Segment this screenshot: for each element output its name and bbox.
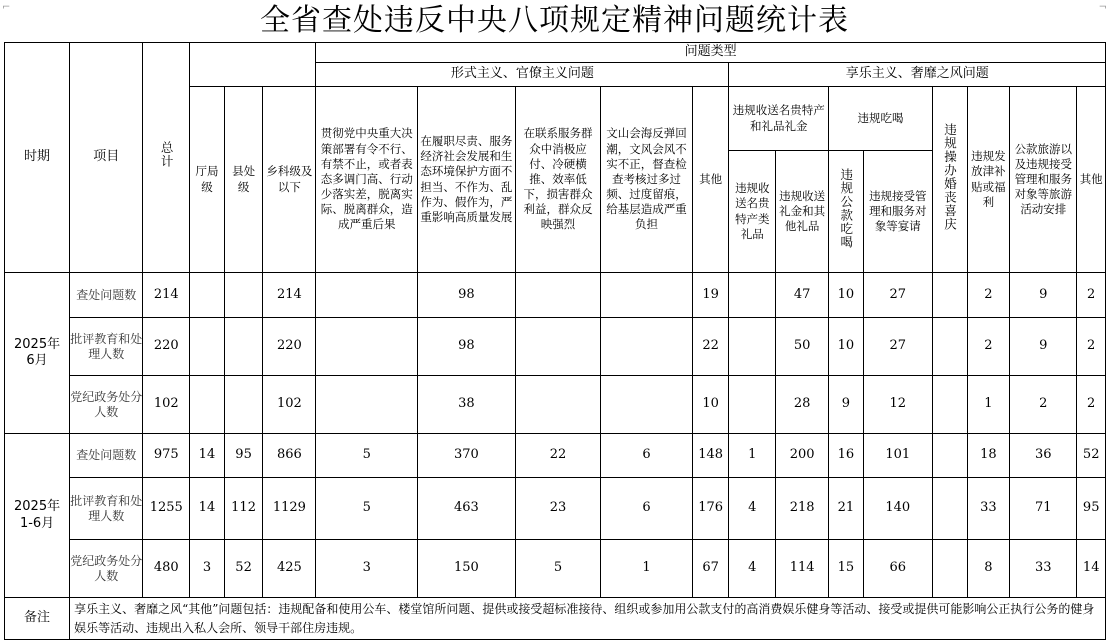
cell-travel: 2 (1010, 376, 1077, 434)
cell-gift-a (729, 273, 776, 318)
cell-eat-b: 27 (863, 318, 932, 376)
cell-total: 214 (143, 273, 190, 318)
cell-travel: 33 (1010, 540, 1077, 598)
cell-travel: 71 (1010, 478, 1077, 540)
row-label: 批评教育和处理人数 (70, 478, 143, 540)
cell-eat-b: 12 (863, 376, 932, 434)
table-row (5, 273, 1106, 318)
header-gift-a: 违规收送名贵特产类礼品 (729, 151, 776, 273)
cell-eat-a: 10 (829, 273, 864, 318)
cell-f4: 6 (601, 478, 693, 540)
cell-xian (224, 318, 263, 376)
cell-eat-b: 101 (863, 434, 932, 478)
cell-f1: 3 (316, 540, 418, 598)
header-formalism-other: 其他 (692, 87, 729, 273)
cell-ting: 14 (190, 478, 225, 540)
cell-f-other: 148 (692, 434, 729, 478)
cell-wedding (932, 318, 967, 376)
cell-travel: 9 (1010, 318, 1077, 376)
cell-subsidy: 8 (967, 540, 1010, 598)
row-label: 党纪政务处分人数 (70, 376, 143, 434)
cell-f3 (515, 376, 600, 434)
cell-h-other: 52 (1077, 434, 1106, 478)
note-label: 备注 (5, 598, 70, 640)
cell-f3: 23 (515, 478, 600, 540)
header-item: 项目 (70, 43, 143, 273)
cell-eat-a: 16 (829, 434, 864, 478)
cell-gift-a (729, 318, 776, 376)
header-subsidy: 违规发放津补贴或福利 (967, 87, 1010, 273)
note-row (5, 598, 1106, 640)
cell-h-other: 14 (1077, 540, 1106, 598)
cell-ting (190, 273, 225, 318)
header-wedding: 违规操办婚丧喜庆 (932, 87, 967, 273)
header-level-xian: 县处级 (224, 87, 263, 273)
cell-wedding (932, 273, 967, 318)
table-row (5, 434, 1106, 478)
cell-eat-a: 9 (829, 376, 864, 434)
header-formalism-2: 在履职尽责、服务经济社会发展和生态环境保护方面不担当、不作为、乱作为、假作为，严重影响高质量发展 (418, 87, 516, 273)
header-period: 时期 (5, 43, 70, 273)
table-row (5, 478, 1106, 540)
header-level-xiang: 乡科级及以下 (263, 87, 316, 273)
cell-f2: 98 (418, 318, 516, 376)
cell-wedding (932, 434, 967, 478)
cell-f4 (601, 318, 693, 376)
cell-f-other: 176 (692, 478, 729, 540)
header-eat-b: 违规接受管理和服务对象等宴请 (863, 151, 932, 273)
cell-eat-a: 21 (829, 478, 864, 540)
cell-subsidy: 18 (967, 434, 1010, 478)
cell-total: 220 (143, 318, 190, 376)
cell-f3: 5 (515, 540, 600, 598)
cell-eat-b: 66 (863, 540, 932, 598)
page-title: 全省查处违反中央八项规定精神问题统计表 (260, 3, 849, 38)
header-level-blank (190, 43, 316, 87)
corner-mark-right: ¬ (1098, 2, 1107, 13)
cell-xiang: 214 (263, 273, 316, 318)
cell-wedding (932, 540, 967, 598)
table-row (5, 318, 1106, 376)
header-total: 总计 (143, 43, 190, 273)
header-formalism-3: 在联系服务群众中消极应付、冷硬横推、效率低下，损害群众利益，群众反映强烈 (515, 87, 600, 273)
row-label: 批评教育和处理人数 (70, 318, 143, 376)
header-hedonism-other: 其他 (1077, 87, 1106, 273)
cell-h-other: 2 (1077, 273, 1106, 318)
cell-ting (190, 376, 225, 434)
cell-xian: 95 (224, 434, 263, 478)
cell-f3 (515, 318, 600, 376)
header-problem-type: 问题类型 (316, 43, 1106, 63)
cell-h-other: 2 (1077, 318, 1106, 376)
cell-xian (224, 376, 263, 434)
cell-subsidy: 1 (967, 376, 1010, 434)
corner-mark-left: ⌐ (2, 2, 11, 13)
cell-xiang: 1129 (263, 478, 316, 540)
cell-xian (224, 273, 263, 318)
cell-f2: 98 (418, 273, 516, 318)
cell-travel: 36 (1010, 434, 1077, 478)
period-cell: 2025年1-6月 (5, 434, 70, 598)
cell-wedding (932, 376, 967, 434)
cell-xian: 112 (224, 478, 263, 540)
cell-f1 (316, 273, 418, 318)
cell-f-other: 67 (692, 540, 729, 598)
cell-total: 1255 (143, 478, 190, 540)
header-gift: 违规收送名贵特产和礼品礼金 (729, 87, 829, 151)
cell-gift-b: 114 (776, 540, 829, 598)
cell-travel: 9 (1010, 273, 1077, 318)
row-label: 查处问题数 (70, 434, 143, 478)
cell-total: 102 (143, 376, 190, 434)
header-formalism-1: 贯彻党中央重大决策部署有令不行、有禁不止，或者表态多调门高、行动少落实差，脱离实际、脱离群众，造成严重后果 (316, 87, 418, 273)
cell-eat-a: 10 (829, 318, 864, 376)
cell-f4: 6 (601, 434, 693, 478)
cell-h-other: 95 (1077, 478, 1106, 540)
cell-subsidy: 2 (967, 273, 1010, 318)
cell-h-other: 2 (1077, 376, 1106, 434)
cell-eat-a: 15 (829, 540, 864, 598)
header-hedonism: 享乐主义、奢靡之风问题 (729, 63, 1106, 87)
cell-f1 (316, 318, 418, 376)
cell-gift-b: 47 (776, 273, 829, 318)
cell-gift-a: 4 (729, 478, 776, 540)
cell-f1: 5 (316, 434, 418, 478)
cell-xiang: 102 (263, 376, 316, 434)
header-level-ting: 厅局级 (190, 87, 225, 273)
header-gift-b: 违规收送礼金和其他礼品 (776, 151, 829, 273)
cell-f4 (601, 376, 693, 434)
cell-f1 (316, 376, 418, 434)
header-eat: 违规吃喝 (829, 87, 933, 151)
cell-f1: 5 (316, 478, 418, 540)
cell-wedding (932, 478, 967, 540)
cell-gift-b: 218 (776, 478, 829, 540)
cell-gift-b: 50 (776, 318, 829, 376)
cell-xian: 52 (224, 540, 263, 598)
header-travel: 公款旅游以及违规接受管理和服务对象等旅游活动安排 (1010, 87, 1077, 273)
cell-gift-b: 28 (776, 376, 829, 434)
cell-gift-a: 4 (729, 540, 776, 598)
cell-ting: 3 (190, 540, 225, 598)
cell-f2: 370 (418, 434, 516, 478)
cell-total: 975 (143, 434, 190, 478)
cell-f4: 1 (601, 540, 693, 598)
table-row (5, 376, 1106, 434)
period-cell: 2025年6月 (5, 273, 70, 434)
cell-subsidy: 33 (967, 478, 1010, 540)
cell-f2: 38 (418, 376, 516, 434)
cell-eat-b: 27 (863, 273, 932, 318)
cell-gift-a (729, 376, 776, 434)
cell-ting: 14 (190, 434, 225, 478)
cell-total: 480 (143, 540, 190, 598)
cell-eat-b: 140 (863, 478, 932, 540)
cell-f-other: 10 (692, 376, 729, 434)
cell-f4 (601, 273, 693, 318)
cell-f3: 22 (515, 434, 600, 478)
row-label: 查处问题数 (70, 273, 143, 318)
header-eat-a: 违规公款吃喝 (829, 151, 864, 273)
cell-ting (190, 318, 225, 376)
header-formalism-4: 文山会海反弹回潮，文风会风不实不正，督查检查考核过多过频、过度留痕，给基层造成严重负担 (601, 87, 693, 273)
cell-f2: 463 (418, 478, 516, 540)
cell-xiang: 220 (263, 318, 316, 376)
cell-f-other: 19 (692, 273, 729, 318)
table-row (5, 540, 1106, 598)
cell-gift-a: 1 (729, 434, 776, 478)
cell-gift-b: 200 (776, 434, 829, 478)
note-text: 享乐主义、奢靡之风“其他”问题包括：违规配备和使用公车、楼堂馆所问题、提供或接受超标准接待、组织或参加用公款支付的高消费娱乐健身等活动、接受或提供可能影响公正执行公务的健身娱乐等活动、违规出入私人会所、领导干部住房违规。 (70, 598, 1106, 640)
cell-subsidy: 2 (967, 318, 1010, 376)
cell-xiang: 425 (263, 540, 316, 598)
statistics-table (4, 42, 1106, 640)
cell-f-other: 22 (692, 318, 729, 376)
cell-xiang: 866 (263, 434, 316, 478)
row-label: 党纪政务处分人数 (70, 540, 143, 598)
cell-f2: 150 (418, 540, 516, 598)
cell-f3 (515, 273, 600, 318)
header-formalism: 形式主义、官僚主义问题 (316, 63, 729, 87)
